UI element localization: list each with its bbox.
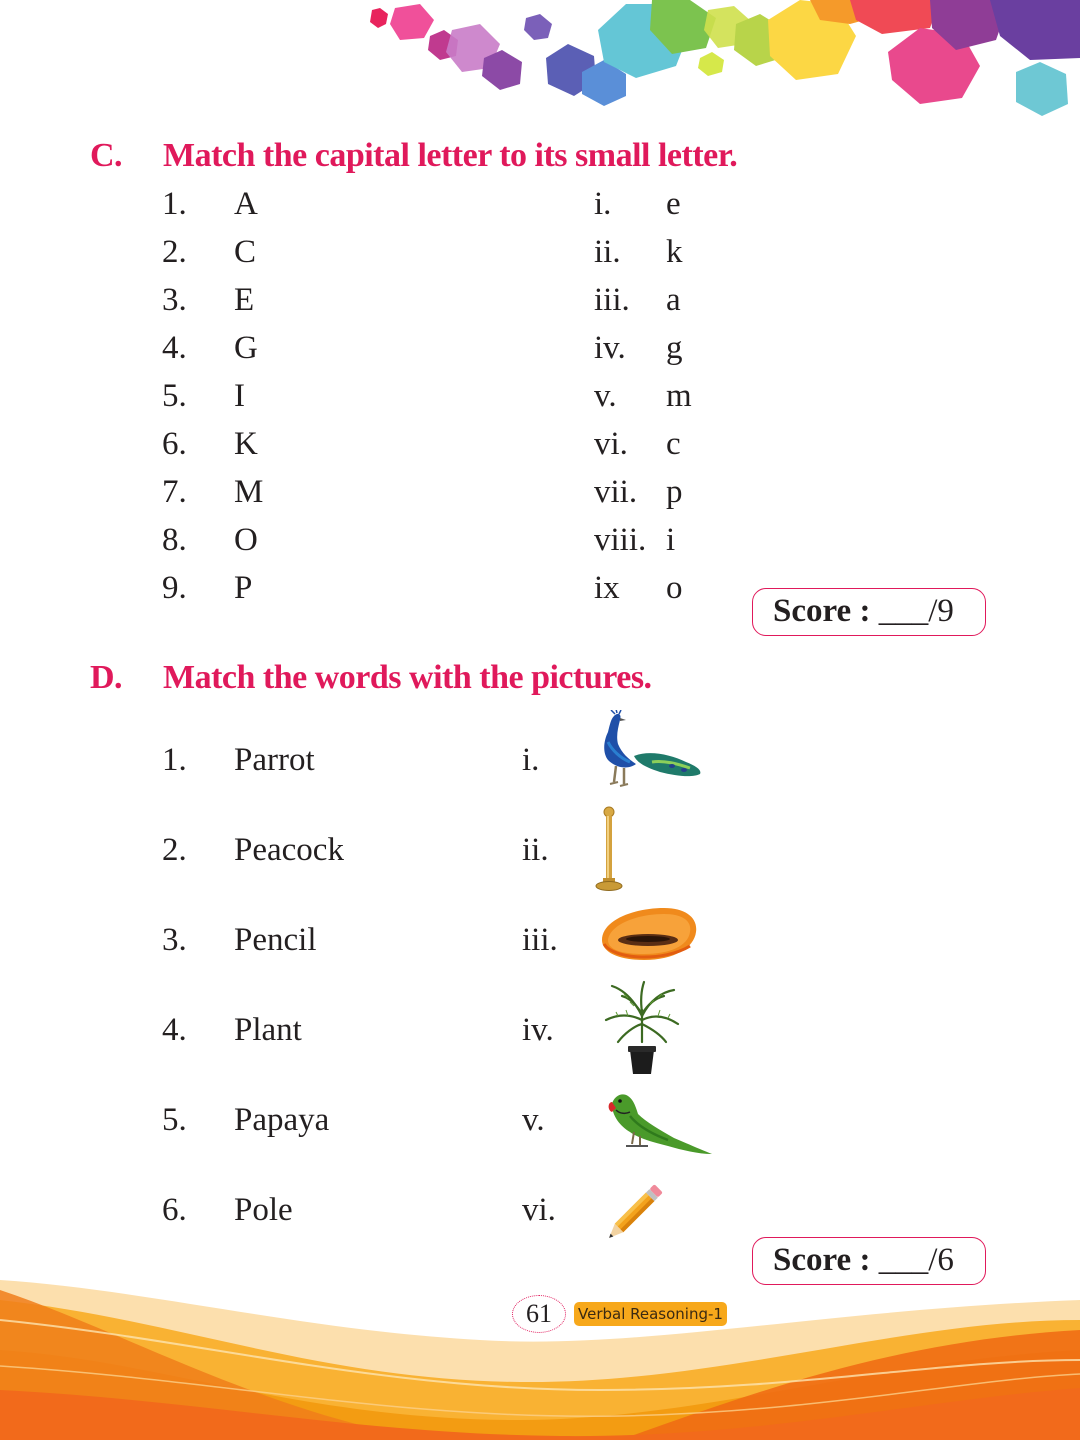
small-num-8: viii. [594,522,647,558]
small-num-6: vi. [594,426,628,462]
small-letter-4: g [666,330,683,366]
word-6: Pole [234,1192,293,1228]
small-letter-1: e [666,186,681,222]
small-num-3: iii. [594,282,630,318]
score-box-c [752,588,986,636]
capital-letter-4: G [234,330,258,366]
score-label-c: Score : [773,593,871,629]
small-letter-3: a [666,282,681,318]
capital-letter-9: P [234,570,253,606]
section-d-letter: D. [90,659,123,696]
capital-num-2: 2. [162,234,187,270]
capital-letter-3: E [234,282,255,318]
pole-icon [594,806,624,892]
score-value-c[interactable]: ___/9 [878,593,954,629]
word-1: Parrot [234,742,315,778]
picture-num-5: v. [522,1102,545,1138]
small-num-9: ix [594,570,620,606]
picture-num-1: i. [522,742,540,778]
pencil-icon [596,1172,676,1250]
small-letter-7: p [666,474,683,510]
capital-letter-2: C [234,234,257,270]
capital-num-4: 4. [162,330,187,366]
word-num-5: 5. [162,1102,187,1138]
word-3: Pencil [234,922,317,958]
small-num-7: vii. [594,474,638,510]
word-num-3: 3. [162,922,187,958]
capital-letter-1: A [234,186,258,222]
peacock-icon [594,710,704,794]
small-num-4: iv. [594,330,626,366]
papaya-icon [594,904,700,964]
small-letter-9: o [666,570,683,606]
score-value-d[interactable]: ___/6 [878,1242,954,1278]
hexagon-decoration [0,0,1080,130]
small-letter-2: k [666,234,683,270]
capital-letter-7: M [234,474,264,510]
capital-num-5: 5. [162,378,187,414]
capital-letter-6: K [234,426,258,462]
picture-num-3: iii. [522,922,558,958]
section-d-title: Match the words with the pictures. [163,659,652,696]
capital-num-9: 9. [162,570,187,606]
small-letter-5: m [666,378,692,414]
word-4: Plant [234,1012,302,1048]
picture-num-2: ii. [522,832,549,868]
small-num-1: i. [594,186,612,222]
picture-num-4: iv. [522,1012,554,1048]
score-label-d: Score : [773,1242,871,1278]
plant-icon [604,980,680,1078]
small-num-2: ii. [594,234,621,270]
word-num-2: 2. [162,832,187,868]
capital-num-8: 8. [162,522,187,558]
section-c-letter: C. [90,137,123,174]
small-num-5: v. [594,378,617,414]
capital-letter-8: O [234,522,258,558]
page-number: 61 [512,1295,566,1333]
word-num-1: 1. [162,742,187,778]
capital-letter-5: I [234,378,245,414]
picture-num-6: vi. [522,1192,556,1228]
capital-num-6: 6. [162,426,187,462]
capital-num-7: 7. [162,474,187,510]
word-2: Peacock [234,832,344,868]
parrot-icon [608,1092,714,1156]
capital-num-1: 1. [162,186,187,222]
word-num-4: 4. [162,1012,187,1048]
small-letter-8: i [666,522,676,558]
small-letter-6: c [666,426,681,462]
section-c-title: Match the capital letter to its small letter. [163,137,738,174]
capital-num-3: 3. [162,282,187,318]
book-title-badge: Verbal Reasoning-1 [574,1302,727,1326]
word-num-6: 6. [162,1192,187,1228]
word-5: Papaya [234,1102,330,1138]
